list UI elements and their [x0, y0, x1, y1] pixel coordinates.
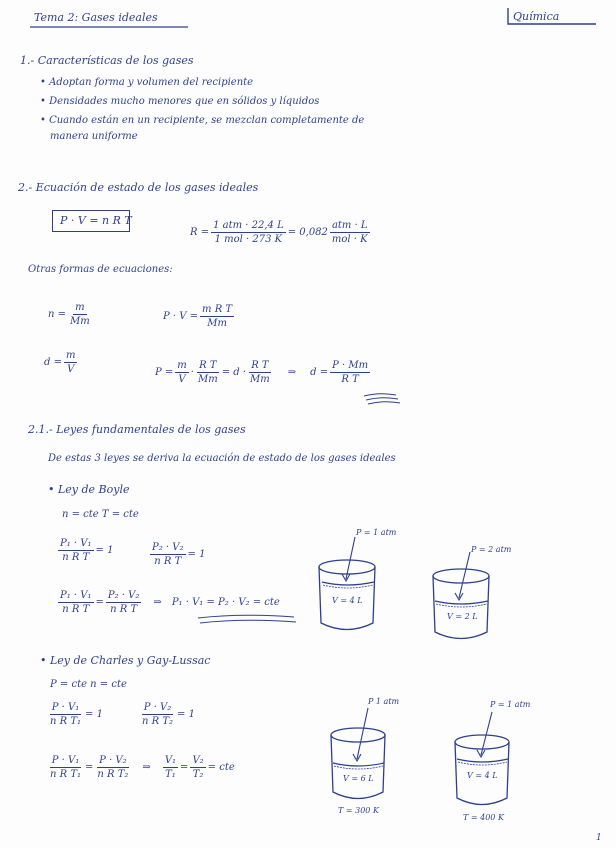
boyle-result: P₁ · V₁ = P₂ · V₂ = cte — [171, 597, 280, 608]
boyle-c-den-2: n R T — [110, 604, 138, 615]
charles-c1-temperature: T = 300 K — [338, 806, 379, 815]
r-label: R = — [190, 227, 210, 238]
p2-den-2: Mm — [197, 374, 218, 385]
p2-den-3: Mm — [250, 374, 270, 385]
boyle-c-num-1: P₁ · V₁ — [60, 590, 92, 601]
p2-num-3: R T — [251, 360, 269, 371]
boyle-c-eq: = — [95, 597, 104, 608]
charles-c1-pressure: P 1 atm — [368, 697, 400, 706]
bullet-3: • Cuando están en un recipiente, se mezclan completamente de — [40, 115, 365, 126]
charles-title: • Ley de Charles y Gay-Lussac — [40, 654, 211, 667]
pv-label: P · V = — [163, 311, 199, 322]
charles-c1-volume: V = 6 L — [343, 774, 374, 783]
p2-label: P = — [155, 367, 174, 378]
moles-num: m — [75, 302, 85, 313]
charles-c-arrow: ⇒ — [142, 762, 151, 773]
charles-s2-result: = 1 — [177, 709, 195, 720]
charles-c-den-1: n R T₁ — [50, 769, 82, 780]
boyle-s2-num: P₂ · V₂ — [152, 542, 184, 553]
pv-num: m R T — [202, 304, 233, 315]
density-label: d = — [44, 357, 62, 368]
p2-num-2: R T — [199, 360, 217, 371]
charles-c-num-1: P · V₁ — [51, 755, 80, 766]
boyle-c1-pressure: P = 1 atm — [356, 528, 397, 537]
r-unit-numerator: atm · L — [331, 220, 368, 231]
charles-s1-den: n R T₁ — [50, 716, 82, 727]
charles-c2-temperature: T = 400 K — [463, 813, 504, 822]
subject-label: Química — [513, 10, 560, 23]
charles-conditions: P = cte n = cte — [50, 679, 127, 690]
charles-r-den-1: T₁ — [165, 769, 176, 780]
section-2-1-title: 2.1.- Leyes fundamentales de los gases — [28, 423, 246, 436]
charles-s2-den: n R T₂ — [142, 716, 174, 727]
section-2-title: 2.- Ecuación de estado de los gases ideales — [18, 181, 259, 194]
p2-arrow: ⇒ — [287, 367, 297, 378]
p2-mid: = d · — [221, 367, 247, 378]
boyle-c2-pressure: P = 2 atm — [471, 545, 512, 554]
charles-c-den-2: n R T₂ — [97, 769, 129, 780]
density-den: V — [67, 364, 75, 375]
moles-label: n = — [48, 309, 66, 320]
bullet-2: • Densidades mucho menores que en sólidos y líquidos — [40, 96, 320, 107]
r-denominator: 1 mol · 273 K — [214, 234, 283, 245]
charles-r-num-1: V₁ — [164, 755, 177, 766]
charles-s2-num: P · V₂ — [143, 702, 172, 713]
moles-den: Mm — [70, 316, 90, 327]
boyle-c-num-2: P₂ · V₂ — [107, 590, 140, 601]
charles-r-tail: = cte — [207, 762, 235, 773]
charles-r-eq: = — [180, 762, 189, 773]
document-title: Tema 2: Gases ideales — [34, 11, 158, 24]
p2-result-label: d = — [310, 367, 329, 378]
section-1-title: 1.- Características de los gases — [20, 54, 194, 67]
boyle-s1-result: = 1 — [95, 545, 114, 556]
boyle-title: • Ley de Boyle — [48, 483, 130, 496]
charles-r-num-2: V₂ — [192, 755, 204, 766]
r-unit-denominator: mol · K — [331, 234, 368, 245]
density-num: m — [65, 350, 76, 361]
p2-dot: · — [190, 367, 194, 378]
boyle-conditions: n = cte T = cte — [62, 509, 139, 520]
charles-s1-result: = 1 — [85, 709, 103, 720]
other-forms-label: Otras formas de ecuaciones: — [28, 264, 173, 275]
r-numerator: 1 atm · 22,4 L — [213, 220, 284, 231]
boyle-c-den-1: n R T — [62, 604, 90, 615]
boyle-s1-num: P₁ · V₁ — [60, 538, 92, 549]
boyle-c2-volume: V = 2 L — [447, 612, 478, 621]
boyle-c-arrow: ⇒ — [153, 597, 162, 608]
bullet-3-cont: manera uniforme — [50, 131, 138, 142]
r-value: = 0,082 — [287, 227, 328, 238]
section-2-1-intro: De estas 3 leyes se deriva la ecuación de estado de los gases ideales — [48, 453, 396, 464]
charles-c2-volume: V = 4 L — [467, 771, 498, 780]
pv-den: Mm — [207, 318, 227, 329]
bullet-1: • Adoptan forma y volumen del recipiente — [40, 77, 254, 88]
charles-s1-num: P · V₁ — [51, 702, 80, 713]
charles-r-den-2: T₂ — [192, 769, 204, 780]
boyle-s1-den: n R T — [62, 552, 90, 563]
ideal-gas-equation: P · V = n R T — [60, 214, 132, 227]
charles-c2-pressure: P = 1 atm — [490, 700, 531, 709]
p2-den-4: R T — [341, 374, 359, 385]
boyle-s2-result: = 1 — [187, 549, 206, 560]
boyle-c1-volume: V = 4 L — [332, 596, 363, 605]
charles-c-num-2: P · V₂ — [99, 755, 127, 766]
p2-num-1: m — [177, 360, 187, 371]
p2-den-1: V — [178, 374, 186, 385]
boyle-s2-den: n R T — [154, 556, 182, 567]
charles-c-eq: = — [85, 762, 94, 773]
p2-num-4: P · Mm — [332, 360, 369, 371]
page-number: 1 — [596, 833, 602, 843]
